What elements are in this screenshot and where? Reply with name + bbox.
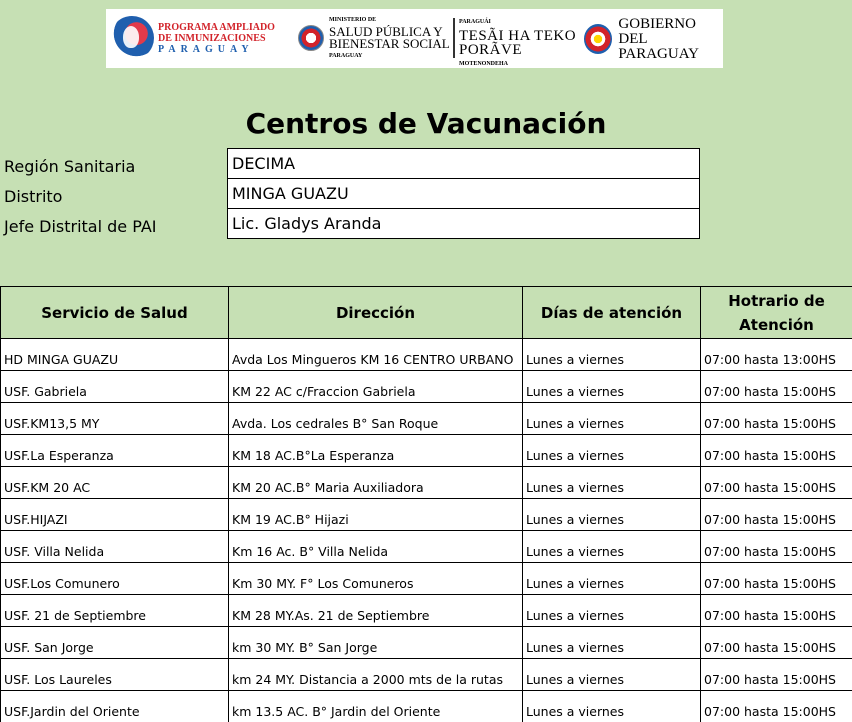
cell-horario: 07:00 hasta 15:00HS [701,435,852,467]
cell-horario: 07:00 hasta 15:00HS [701,499,852,531]
cell-horario: 07:00 hasta 15:00HS [701,531,852,563]
header-dias: Días de atención [523,287,701,339]
gobierno-seal-icon [584,24,612,54]
table-header-row [1,287,852,339]
cell-dias: Lunes a viernes [523,563,701,595]
table-row [1,595,852,627]
table-row [1,339,852,371]
cell-direccion: Km 16 Ac. B° Villa Nelida [229,531,523,563]
cell-servicio: USF.Los Comunero [1,563,229,595]
header-servicio: Servicio de Salud [1,287,229,339]
tesai-line2: PORÃVE [459,42,523,58]
cell-direccion: KM 20 AC.B° Maria Auxiliadora [229,467,523,499]
cell-servicio: HD MINGA GUAZU [1,339,229,371]
table-row [1,435,852,467]
cell-servicio: USF.KM 20 AC [1,467,229,499]
cell-direccion: Km 30 MY. F° Los Comuneros [229,563,523,595]
table-row [1,627,852,659]
cell-direccion: Avda Los Mingueros KM 16 CENTRO URBANO [229,339,523,371]
cell-horario: 07:00 hasta 15:00HS [701,467,852,499]
logo-strip [106,9,723,68]
cell-dias: Lunes a viernes [523,435,701,467]
pai-line3: PARAGUAY [158,43,254,55]
cell-direccion: km 13.5 AC. B° Jardin del Oriente [229,691,523,722]
cell-servicio: USF. Villa Nelida [1,531,229,563]
gobierno-logo [584,17,723,61]
cell-dias: Lunes a viernes [523,595,701,627]
gobierno-line2: PARAGUAY [618,45,700,62]
cell-servicio: USF. San Jorge [1,627,229,659]
info-value-jefe: Lic. Gladys Aranda [227,208,700,239]
cell-direccion: km 24 MY. Distancia a 2000 mts de la rutas [229,659,523,691]
pai-line1: PROGRAMA AMPLIADO [158,21,275,33]
cell-dias: Lunes a viernes [523,467,701,499]
cell-horario: 07:00 hasta 15:00HS [701,627,852,659]
cell-horario: 07:00 hasta 15:00HS [701,371,852,403]
header-horario-line2: Atención [739,315,814,334]
cell-servicio: USF.KM13,5 MY [1,403,229,435]
header-direccion: Dirección [229,287,523,339]
cell-direccion: Avda. Los cedrales B° San Roque [229,403,523,435]
cell-direccion: KM 18 AC.B°La Esperanza [229,435,523,467]
cell-direccion: KM 28 MY.As. 21 de Septiembre [229,595,523,627]
vaccination-centers-table [0,286,852,722]
cell-dias: Lunes a viernes [523,499,701,531]
info-label-region: Región Sanitaria [4,157,136,176]
msp-main-line1: SALUD PÚBLICA Y [329,24,443,39]
cell-servicio: USF.HIJAZI [1,499,229,531]
gobierno-line1: GOBIERNO DEL [618,15,696,47]
cell-horario: 07:00 hasta 13:00HS [701,339,852,371]
pai-drop-icon [110,16,154,60]
pai-line2: DE INMUNIZACIONES [158,32,266,44]
cell-dias: Lunes a viernes [523,531,701,563]
logo-divider [453,18,455,58]
cell-servicio: USF. 21 de Septiembre [1,595,229,627]
cell-servicio: USF.Jardin del Oriente [1,691,229,722]
cell-horario: 07:00 hasta 15:00HS [701,659,852,691]
cell-servicio: USF.La Esperanza [1,435,229,467]
info-label-jefe: Jefe Distrital de PAI [4,217,157,236]
cell-direccion: KM 19 AC.B° Hijazi [229,499,523,531]
table-row [1,563,852,595]
header-horario-line1: Hotrario de [728,291,825,310]
msp-main-line2: BIENESTAR SOCIAL [329,36,450,51]
pai-logo [110,15,275,61]
table-row [1,659,852,691]
msp-small-top: MINISTERIO DE [329,17,377,23]
table-row [1,403,852,435]
page-title: Centros de Vacunación [245,107,607,140]
table-body [1,339,852,722]
cell-horario: 07:00 hasta 15:00HS [701,595,852,627]
cell-dias: Lunes a viernes [523,659,701,691]
cell-horario: 07:00 hasta 15:00HS [701,403,852,435]
tesai-line1: TESÃI HA TEKO [459,28,577,44]
cell-servicio: USF. Gabriela [1,371,229,403]
cell-dias: Lunes a viernes [523,691,701,722]
cell-direccion: KM 22 AC c/Fraccion Gabriela [229,371,523,403]
cell-dias: Lunes a viernes [523,339,701,371]
national-seal-icon [298,25,324,51]
msp-logo [298,15,450,61]
msp-small-bottom: PARAGUAY [329,53,363,59]
table-row [1,467,852,499]
cell-horario: 07:00 hasta 15:00HS [701,563,852,595]
table-row [1,691,852,722]
tesai-small-top: PARAGUÁI [459,19,491,25]
info-label-distrito: Distrito [4,187,63,206]
table-row [1,499,852,531]
info-value-distrito: MINGA GUAZU [227,178,700,209]
cell-direccion: km 30 MY. B° San Jorge [229,627,523,659]
table-row [1,531,852,563]
cell-dias: Lunes a viernes [523,627,701,659]
cell-horario: 07:00 hasta 15:00HS [701,691,852,722]
tesai-small-bottom: MOTENONDEHA [459,61,509,67]
info-value-region: DECIMA [227,148,700,179]
cell-servicio: USF. Los Laureles [1,659,229,691]
header-horario [701,287,852,339]
cell-dias: Lunes a viernes [523,371,701,403]
tesai-logo [459,15,577,67]
table-row [1,371,852,403]
cell-dias: Lunes a viernes [523,403,701,435]
